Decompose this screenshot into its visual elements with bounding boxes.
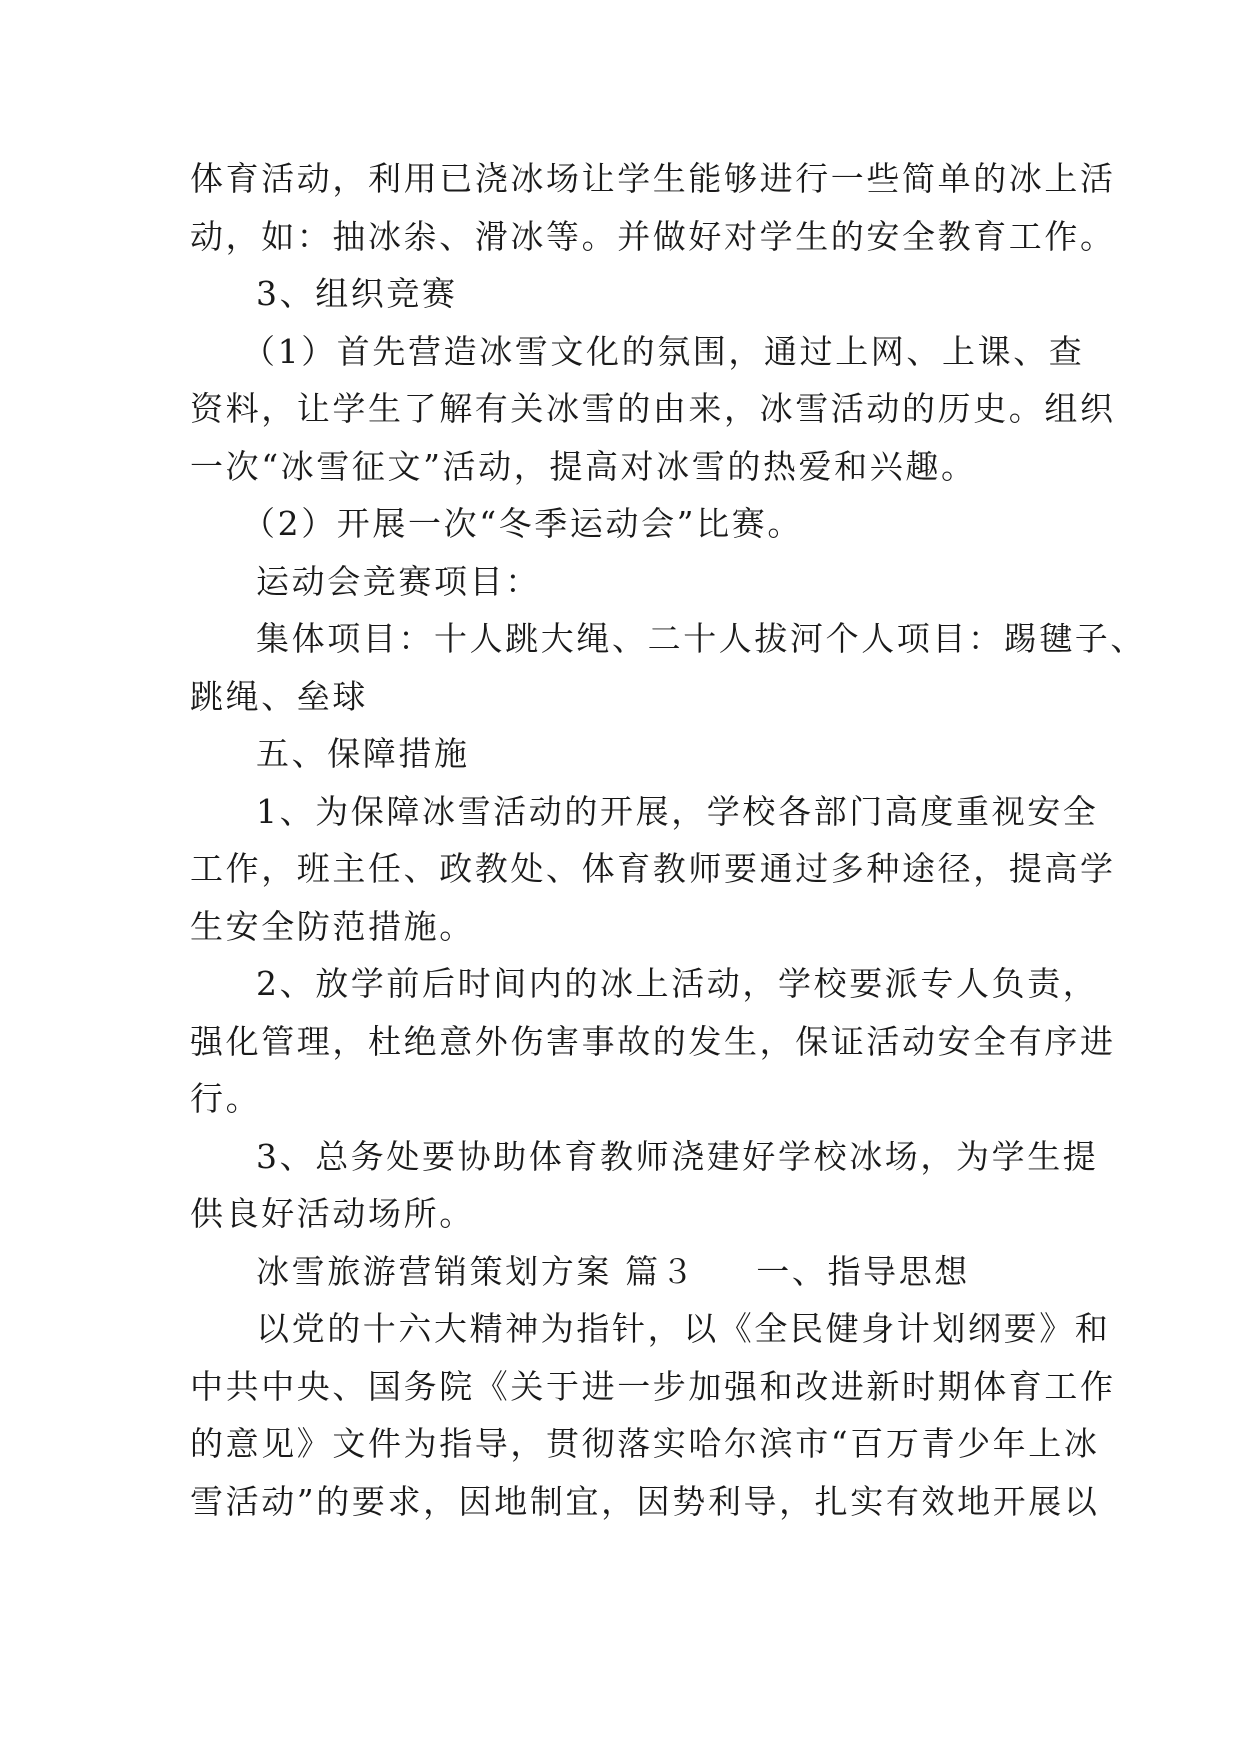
section-title: 冰雪旅游营销策划方案 篇３ xyxy=(256,1251,697,1291)
paragraph-line: 跳绳、垒球 xyxy=(190,676,368,716)
paragraph-line: （2）开展一次“冬季运动会”比赛。 xyxy=(242,504,803,543)
paragraph-line: 资料，让学生了解有关冰雪的由来，冰雪活动的历史。组织 xyxy=(190,389,1116,428)
paragraph-line: 一次“冰雪征文”活动，提高对冰雪的热爱和兴趣。 xyxy=(190,446,977,486)
paragraph-line: 动，如：抽冰尜、滑冰等。并做好对学生的安全教育工作。 xyxy=(190,216,1116,256)
paragraph-line: 3、总务处要协助体育教师浇建好学校冰场，为学生提 xyxy=(256,1136,1099,1176)
paragraph-line: 工作，班主任、政教处、体育教师要通过多种途径，提高学 xyxy=(190,849,1116,888)
paragraph-line: 强化管理，杜绝意外伤害事故的发生，保证活动安全有序进 xyxy=(190,1021,1116,1061)
subsection-heading: 一、指导思想 xyxy=(756,1251,970,1291)
section-heading: 3、组织竞赛 xyxy=(256,274,458,313)
paragraph-line: 的意见》文件为指导，贯彻落实哈尔滨市“百万青少年上冰 xyxy=(190,1424,1100,1463)
paragraph-line: （1）首先营造冰雪文化的氛围，通过上网、上课、查 xyxy=(242,331,1085,371)
paragraph-line: 体育活动，利用已浇冰场让学生能够进行一些简单的冰上活 xyxy=(190,159,1116,198)
document-body xyxy=(190,150,1146,1530)
paragraph-line: 雪活动”的要求，因地制宜，因势利导，扎实有效地开展以 xyxy=(190,1481,1100,1521)
section-title-line xyxy=(190,1243,1060,1301)
paragraph-line: 供良好活动场所。 xyxy=(190,1194,475,1233)
paragraph-line: 以党的十六大精神为指针，以《全民健身计划纲要》和 xyxy=(256,1309,1111,1348)
paragraph-line: 运动会竞赛项目： xyxy=(256,561,541,601)
paragraph-line: 生安全防范措施。 xyxy=(190,906,475,946)
paragraph-line: 2、放学前后时间内的冰上活动，学校要派专人负责， xyxy=(256,964,1099,1003)
paragraph-line: 集体项目：十人跳大绳、二十人拔河个人项目：踢毽子、 xyxy=(256,619,1146,658)
paragraph-line: 1、为保障冰雪活动的开展，学校各部门高度重视安全 xyxy=(256,791,1099,831)
section-heading: 五、保障措施 xyxy=(256,734,470,773)
paragraph-line: 行。 xyxy=(190,1079,262,1118)
paragraph-line: 中共中央、国务院《关于进一步加强和改进新时期体育工作 xyxy=(190,1366,1116,1406)
